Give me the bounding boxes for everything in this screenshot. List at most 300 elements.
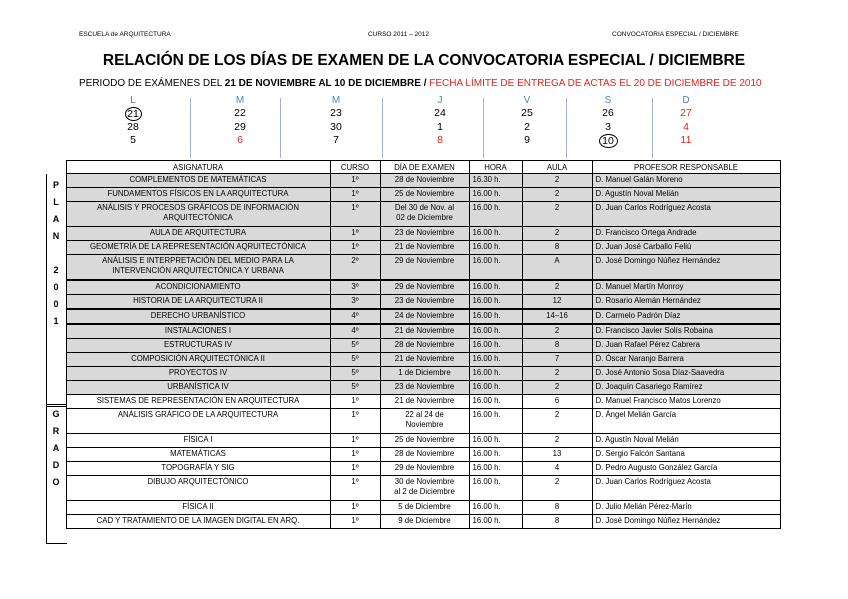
asignatura-cell-line: DERECHO URBANÍSTICO xyxy=(150,311,246,320)
hora-cell-line: 16.00 h. xyxy=(472,340,501,349)
plan-letter: 0 xyxy=(53,299,59,309)
row-spacer xyxy=(46,188,66,202)
table-row xyxy=(46,381,780,395)
curso-cell-line: 1º xyxy=(351,516,359,525)
aula-cell-line: 2 xyxy=(554,410,560,419)
asignatura-cell xyxy=(66,280,330,295)
curso-cell xyxy=(330,381,380,395)
curso-cell xyxy=(330,241,380,255)
dia-cell-line: 22 al 24 de xyxy=(405,410,444,419)
profesor-cell xyxy=(592,409,780,434)
curso-cell-line: 5º xyxy=(351,382,359,391)
table-row xyxy=(46,515,780,529)
table-row xyxy=(46,241,780,255)
col-curso: CURSO xyxy=(330,161,380,174)
asignatura-cell-line: FÍSICA II xyxy=(182,502,214,511)
day-name: M xyxy=(331,95,341,106)
day-number xyxy=(578,134,638,148)
curso-cell-line: 1º xyxy=(351,410,359,419)
plan-letter: 0 xyxy=(53,282,59,292)
aula-cell-line: 13 xyxy=(552,449,562,458)
curso-cell xyxy=(330,515,380,529)
day-number: 6 xyxy=(237,134,243,146)
aula-cell xyxy=(522,339,592,353)
asignatura-cell-line: MATEMÁTICAS xyxy=(170,449,226,458)
dia-cell-line: 21 de Noviembre xyxy=(394,396,455,405)
col-hora: HORA xyxy=(469,161,522,174)
curso-cell xyxy=(330,395,380,409)
dia-cell-line: 29 de Noviembre xyxy=(394,256,455,265)
asignatura-cell-line: COMPLEMENTOS DE MATEMÁTICAS xyxy=(129,175,267,184)
curso-cell-line: 5º xyxy=(351,340,359,349)
day-name: L xyxy=(130,95,136,106)
profesor-cell xyxy=(592,448,780,462)
grado-letter: R xyxy=(52,426,60,436)
grado-letter: D xyxy=(52,460,60,470)
hora-cell-line: 16.00 h. xyxy=(472,477,501,486)
curso-cell-line: 1º xyxy=(351,203,359,212)
asignatura-cell xyxy=(66,395,330,409)
curso-cell-line: 3º xyxy=(351,282,359,291)
curso-cell-line: 1º xyxy=(351,477,359,486)
dia-cell-line: 30 de Noviembre xyxy=(394,477,455,486)
asignatura-cell-line: CAD Y TRATAMIENTO DE LA IMAGEN DIGITAL EN ARQ. xyxy=(96,516,300,525)
profesor-cell-line: D. Sergio Falcón Santana xyxy=(595,449,685,458)
period-dates: 21 DE NOVIEMBRE AL 10 DE DICIEMBRE xyxy=(224,78,421,89)
asignatura-cell xyxy=(66,501,330,515)
table-header-row xyxy=(46,161,780,174)
day-number: 3 xyxy=(605,120,611,133)
hora-cell-line: 16.00 h. xyxy=(472,354,501,363)
profesor-cell xyxy=(592,339,780,353)
day-number: 28 xyxy=(127,120,139,133)
profesor-cell xyxy=(592,476,780,501)
asignatura-cell-line: HISTORIA DE LA ARQUITECTURA II xyxy=(133,296,263,305)
profesor-cell xyxy=(592,501,780,515)
asignatura-cell xyxy=(66,462,330,476)
curso-cell xyxy=(330,501,380,515)
table-row xyxy=(46,324,780,339)
dia-cell-line: 24 de Noviembre xyxy=(394,311,455,320)
curso-cell xyxy=(330,339,380,353)
day-name: S xyxy=(604,95,612,106)
hora-cell xyxy=(469,295,522,310)
period-subtitle xyxy=(79,78,762,89)
hora-cell-line: 16.00 h. xyxy=(472,516,501,525)
row-spacer xyxy=(46,280,66,295)
table-row xyxy=(46,280,780,295)
aula-cell-line: 4 xyxy=(554,463,560,472)
row-spacer xyxy=(46,476,66,501)
header-spacer xyxy=(46,161,66,174)
day-number: 1 xyxy=(437,120,443,133)
aula-cell-line: 2 xyxy=(554,326,560,335)
curso-cell-line: 5º xyxy=(351,368,359,377)
aula-cell-line: 7 xyxy=(554,354,560,363)
profesor-cell-line: D. Manuel Martín Monroy xyxy=(595,282,684,291)
aula-cell xyxy=(522,241,592,255)
asignatura-cell xyxy=(66,339,330,353)
dia-cell-line2: al 2 de Diciembre xyxy=(394,487,455,496)
aula-cell-line: 14–16 xyxy=(546,311,568,320)
hora-cell-line: 16.00 h. xyxy=(472,502,501,511)
profesor-cell xyxy=(592,227,780,241)
row-spacer xyxy=(46,241,66,255)
hora-cell-line: 16.00 h. xyxy=(472,296,501,305)
curso-cell xyxy=(330,462,380,476)
dia-cell xyxy=(380,339,469,353)
hora-cell xyxy=(469,309,522,324)
day-name: M xyxy=(235,95,245,106)
asignatura-cell-line: ANÁLISIS Y PROCESOS GRÁFICOS DE INFORMACIÓN xyxy=(96,203,300,212)
curso-cell-line: 2º xyxy=(351,256,359,265)
aula-cell-line: A xyxy=(554,256,560,265)
aula-cell-line: 2 xyxy=(554,189,560,198)
asignatura-cell-line: ANÁLISIS GRÁFICO DE LA ARQUITECTURA xyxy=(117,410,279,419)
curso-cell xyxy=(330,280,380,295)
dia-cell-line: 23 de Noviembre xyxy=(394,296,455,305)
dia-cell-line: 28 de Noviembre xyxy=(394,340,455,349)
profesor-cell xyxy=(592,353,780,367)
hora-cell xyxy=(469,476,522,501)
aula-cell-line: 2 xyxy=(554,382,560,391)
day-number: 9 xyxy=(524,134,530,146)
day-number: 4 xyxy=(683,120,689,133)
curso-cell xyxy=(330,367,380,381)
asignatura-cell xyxy=(66,241,330,255)
profesor-cell xyxy=(592,515,780,529)
profesor-cell xyxy=(592,462,780,476)
dia-cell xyxy=(380,434,469,448)
profesor-cell xyxy=(592,295,780,310)
profesor-cell-line: D. Francisco Ortega Andrade xyxy=(595,228,697,237)
asignatura-cell-line: URBANÍSTICA IV xyxy=(167,382,229,391)
curso-cell-line: 1º xyxy=(351,189,359,198)
profesor-cell-line: D. Julio Melián Pérez-Marín xyxy=(595,502,692,511)
table-row xyxy=(46,188,780,202)
aula-cell xyxy=(522,434,592,448)
row-spacer xyxy=(46,255,66,281)
aula-cell-line: 8 xyxy=(554,516,560,525)
curso-cell-line: 4º xyxy=(351,311,359,320)
hora-cell xyxy=(469,515,522,529)
profesor-cell-line: D. José Antonio Sosa Díaz-Saavedra xyxy=(595,368,725,377)
plan-2001-rows xyxy=(46,174,780,395)
aula-cell xyxy=(522,202,592,227)
aula-cell-line: 2 xyxy=(554,477,560,486)
dia-cell-line: 23 de Noviembre xyxy=(394,228,455,237)
profesor-cell xyxy=(592,188,780,202)
table-row xyxy=(46,367,780,381)
day-number: 26 xyxy=(602,107,614,119)
profesor-cell xyxy=(592,381,780,395)
table-row xyxy=(46,395,780,409)
curso-cell xyxy=(330,324,380,339)
hora-cell xyxy=(469,448,522,462)
dia-cell-line: 5 de Diciembre xyxy=(398,502,451,511)
dia-cell xyxy=(380,448,469,462)
aula-cell-line: 2 xyxy=(554,228,560,237)
aula-cell-line: 2 xyxy=(554,435,560,444)
asignatura-cell xyxy=(66,227,330,241)
hora-cell-line: 16.00 h. xyxy=(472,396,501,405)
hora-cell xyxy=(469,395,522,409)
hora-cell xyxy=(469,227,522,241)
row-spacer xyxy=(46,501,66,515)
hora-cell xyxy=(469,353,522,367)
row-spacer xyxy=(46,381,66,395)
asignatura-cell xyxy=(66,295,330,310)
hora-cell-line: 16.00 h. xyxy=(472,189,501,198)
table-row xyxy=(46,353,780,367)
asignatura-cell xyxy=(66,174,330,188)
col-profesor: PROFESOR RESPONSABLE xyxy=(592,161,780,174)
day-name: D xyxy=(682,95,690,106)
curso-cell xyxy=(330,448,380,462)
profesor-cell xyxy=(592,255,780,281)
dia-cell-line: 25 de Noviembre xyxy=(394,189,455,198)
profesor-cell xyxy=(592,280,780,295)
hora-cell-line: 16.00 h. xyxy=(472,449,501,458)
calendar-day-col xyxy=(210,94,270,148)
dia-cell-line: 28 de Noviembre xyxy=(394,449,455,458)
dia-cell xyxy=(380,515,469,529)
day-number: 23 xyxy=(330,107,342,119)
profesor-cell-line: D. Francisco Javier Solís Robaina xyxy=(595,326,713,335)
period-prefix: PERIODO DE EXÁMENES DEL xyxy=(79,78,225,89)
asignatura-cell-line2: INTERVENCIÓN ARQUITECTÓNICA Y URBANA xyxy=(112,266,284,275)
calendar-day-col xyxy=(578,94,638,148)
aula-cell xyxy=(522,295,592,310)
profesor-cell xyxy=(592,434,780,448)
dia-cell xyxy=(380,295,469,310)
aula-cell xyxy=(522,501,592,515)
profesor-cell-line: D. Manuel Francisco Matos Lorenzo xyxy=(595,396,721,405)
table-row xyxy=(46,174,780,188)
hora-cell xyxy=(469,241,522,255)
hora-cell xyxy=(469,324,522,339)
col-dia: DÍA DE EXAMEN xyxy=(380,161,469,174)
dia-cell-line: 25 de Noviembre xyxy=(394,435,455,444)
circled-day: 21 xyxy=(125,107,142,121)
aula-cell xyxy=(522,188,592,202)
profesor-cell-line: D. José Domingo Núñez Hernández xyxy=(595,516,721,525)
dia-cell-line: 21 de Noviembre xyxy=(394,242,455,251)
table-row xyxy=(46,227,780,241)
circled-day: 10 xyxy=(599,134,618,148)
aula-cell xyxy=(522,255,592,281)
dia-cell xyxy=(380,409,469,434)
asignatura-cell-line: TOPOGRAFÍA Y SIG xyxy=(161,463,235,472)
aula-cell xyxy=(522,324,592,339)
asignatura-cell xyxy=(66,476,330,501)
aula-cell-line: 8 xyxy=(554,502,560,511)
profesor-cell-line: D. Juan Carlos Rodríguez Acosta xyxy=(595,203,711,212)
period-separator: / xyxy=(420,78,430,89)
row-spacer xyxy=(46,409,66,434)
aula-cell-line: 6 xyxy=(554,396,560,405)
table-row xyxy=(46,501,780,515)
row-spacer xyxy=(46,202,66,227)
hora-cell-line: 16.30 h. xyxy=(472,175,501,184)
asignatura-cell xyxy=(66,448,330,462)
dia-cell xyxy=(380,476,469,501)
hora-cell xyxy=(469,409,522,434)
profesor-cell-line: D. Agustín Noval Melián xyxy=(595,435,679,444)
grado-rows xyxy=(46,395,780,529)
aula-cell-line: 8 xyxy=(554,242,560,251)
day-number: 30 xyxy=(330,120,342,133)
plan-letter: 1 xyxy=(53,316,59,326)
row-spacer xyxy=(46,174,66,188)
plan-letter: A xyxy=(52,214,60,224)
curso-cell xyxy=(330,476,380,501)
hora-cell-line: 16.00 h. xyxy=(472,256,501,265)
grado-letter: O xyxy=(52,477,60,487)
hora-cell xyxy=(469,381,522,395)
day-number xyxy=(103,107,163,121)
aula-cell-line: 2 xyxy=(554,282,560,291)
asignatura-cell xyxy=(66,324,330,339)
asignatura-cell-line: INSTALACIONES I xyxy=(164,326,232,335)
dia-cell-line: 21 de Noviembre xyxy=(394,354,455,363)
curso-cell xyxy=(330,174,380,188)
asignatura-cell-line: ACONDICIONAMIENTO xyxy=(155,282,241,291)
profesor-cell-line: D. Óscar Naranjo Barrera xyxy=(595,354,684,363)
row-spacer xyxy=(46,395,66,409)
aula-cell-line: 8 xyxy=(554,340,560,349)
aula-cell xyxy=(522,353,592,367)
day-number: 11 xyxy=(680,134,692,146)
curso-cell-line: 1º xyxy=(351,502,359,511)
curso-cell-line: 1º xyxy=(351,449,359,458)
day-number: 24 xyxy=(434,107,446,119)
aula-cell-line: 2 xyxy=(554,175,560,184)
hora-cell-line: 16.00 h. xyxy=(472,311,501,320)
asignatura-cell xyxy=(66,381,330,395)
table-row xyxy=(46,448,780,462)
asignatura-cell-line: PROYECTOS IV xyxy=(168,368,228,377)
row-spacer xyxy=(46,353,66,367)
hora-cell xyxy=(469,434,522,448)
asignatura-cell xyxy=(66,434,330,448)
col-asignatura: ASIGNATURA xyxy=(66,161,330,174)
profesor-cell-line: D. Ángel Melián García xyxy=(595,410,677,419)
curso-cell xyxy=(330,353,380,367)
hora-cell-line: 16.00 h. xyxy=(472,410,501,419)
dia-cell-line: 28 de Noviembre xyxy=(394,175,455,184)
profesor-cell-line: D. Juan Carlos Rodríguez Acosta xyxy=(595,477,711,486)
hora-cell xyxy=(469,174,522,188)
deadline-text: FECHA LÍMITE DE ENTREGA DE ACTAS EL 20 DE DICIEMBRE DE 2010 xyxy=(429,78,762,89)
hora-cell-line: 16.00 h. xyxy=(472,368,501,377)
dia-cell-line: 21 de Noviembre xyxy=(394,326,455,335)
profesor-cell xyxy=(592,174,780,188)
table-row xyxy=(46,309,780,324)
curso-cell-line: 1º xyxy=(351,435,359,444)
exam-table xyxy=(46,160,781,529)
curso-cell xyxy=(330,202,380,227)
dia-cell xyxy=(380,381,469,395)
dia-cell-line: 1 de Diciembre xyxy=(398,368,451,377)
hora-cell xyxy=(469,255,522,281)
grado-letter: G xyxy=(52,409,60,419)
hora-cell xyxy=(469,367,522,381)
asignatura-cell-line: AULA DE ARQUITECTURA xyxy=(149,228,247,237)
dia-cell xyxy=(380,202,469,227)
aula-cell xyxy=(522,515,592,529)
profesor-cell-line: D. José Domingo Núñez Hernández xyxy=(595,256,721,265)
profesor-cell-line: D. Carmelo Padrón Díaz xyxy=(595,311,681,320)
calendar-day-col xyxy=(410,94,470,148)
hora-cell-line: 16.00 h. xyxy=(472,203,501,212)
day-name: V xyxy=(523,95,531,106)
row-spacer xyxy=(46,309,66,324)
profesor-cell xyxy=(592,309,780,324)
calendar-day-col xyxy=(497,94,557,148)
profesor-cell xyxy=(592,324,780,339)
day-number: 27 xyxy=(680,107,692,119)
table-row xyxy=(46,476,780,501)
asignatura-cell-line: DIBUJO ARQUITECTÓNICO xyxy=(147,477,249,486)
day-number: 29 xyxy=(234,120,246,133)
hora-cell-line: 16.00 h. xyxy=(472,463,501,472)
dia-cell-line: Del 30 de Nov. al xyxy=(394,203,455,212)
aula-cell xyxy=(522,227,592,241)
asignatura-cell xyxy=(66,515,330,529)
table-row xyxy=(46,462,780,476)
asignatura-cell-line: FÍSICA I xyxy=(183,435,213,444)
day-number: 7 xyxy=(333,134,339,146)
asignatura-cell-line2: ARQUITECTÓNICA xyxy=(163,213,233,222)
aula-cell xyxy=(522,367,592,381)
asignatura-cell xyxy=(66,188,330,202)
day-number: 5 xyxy=(130,134,136,146)
aula-cell xyxy=(522,280,592,295)
dia-cell-line2: 02 de Diciembre xyxy=(396,213,453,222)
aula-cell-line: 2 xyxy=(554,203,560,212)
header-school: ESCUELA de ARQUITECTURA xyxy=(79,31,171,38)
aula-cell xyxy=(522,476,592,501)
calendar-day-col xyxy=(306,94,366,148)
plan-letter: N xyxy=(52,231,60,241)
curso-cell-line: 1º xyxy=(351,463,359,472)
dia-cell-line: 29 de Noviembre xyxy=(394,282,455,291)
curso-cell xyxy=(330,434,380,448)
dia-cell-line: 9 de Diciembre xyxy=(398,516,451,525)
profesor-cell xyxy=(592,202,780,227)
col-aula: AULA xyxy=(522,161,592,174)
curso-cell xyxy=(330,227,380,241)
calendar-day-col xyxy=(656,94,716,148)
hora-cell xyxy=(469,339,522,353)
dia-cell xyxy=(380,324,469,339)
aula-cell xyxy=(522,448,592,462)
dia-cell xyxy=(380,241,469,255)
header-convocatoria: CONVOCATORIA ESPECIAL / DICIEMBRE xyxy=(612,31,739,38)
dia-cell xyxy=(380,188,469,202)
table-row xyxy=(46,339,780,353)
page-title: RELACIÓN DE LOS DÍAS DE EXAMEN DE LA CONVOCATORIA ESPECIAL / DICIEMBRE xyxy=(102,52,746,69)
header-course: CURSO 2011 – 2012 xyxy=(368,31,429,38)
asignatura-cell xyxy=(66,367,330,381)
asignatura-cell xyxy=(66,409,330,434)
profesor-cell-line: D. Manuel Galán Moreno xyxy=(595,175,683,184)
day-number: 8 xyxy=(437,134,443,146)
aula-cell xyxy=(522,309,592,324)
row-spacer xyxy=(46,515,66,529)
hora-cell xyxy=(469,462,522,476)
